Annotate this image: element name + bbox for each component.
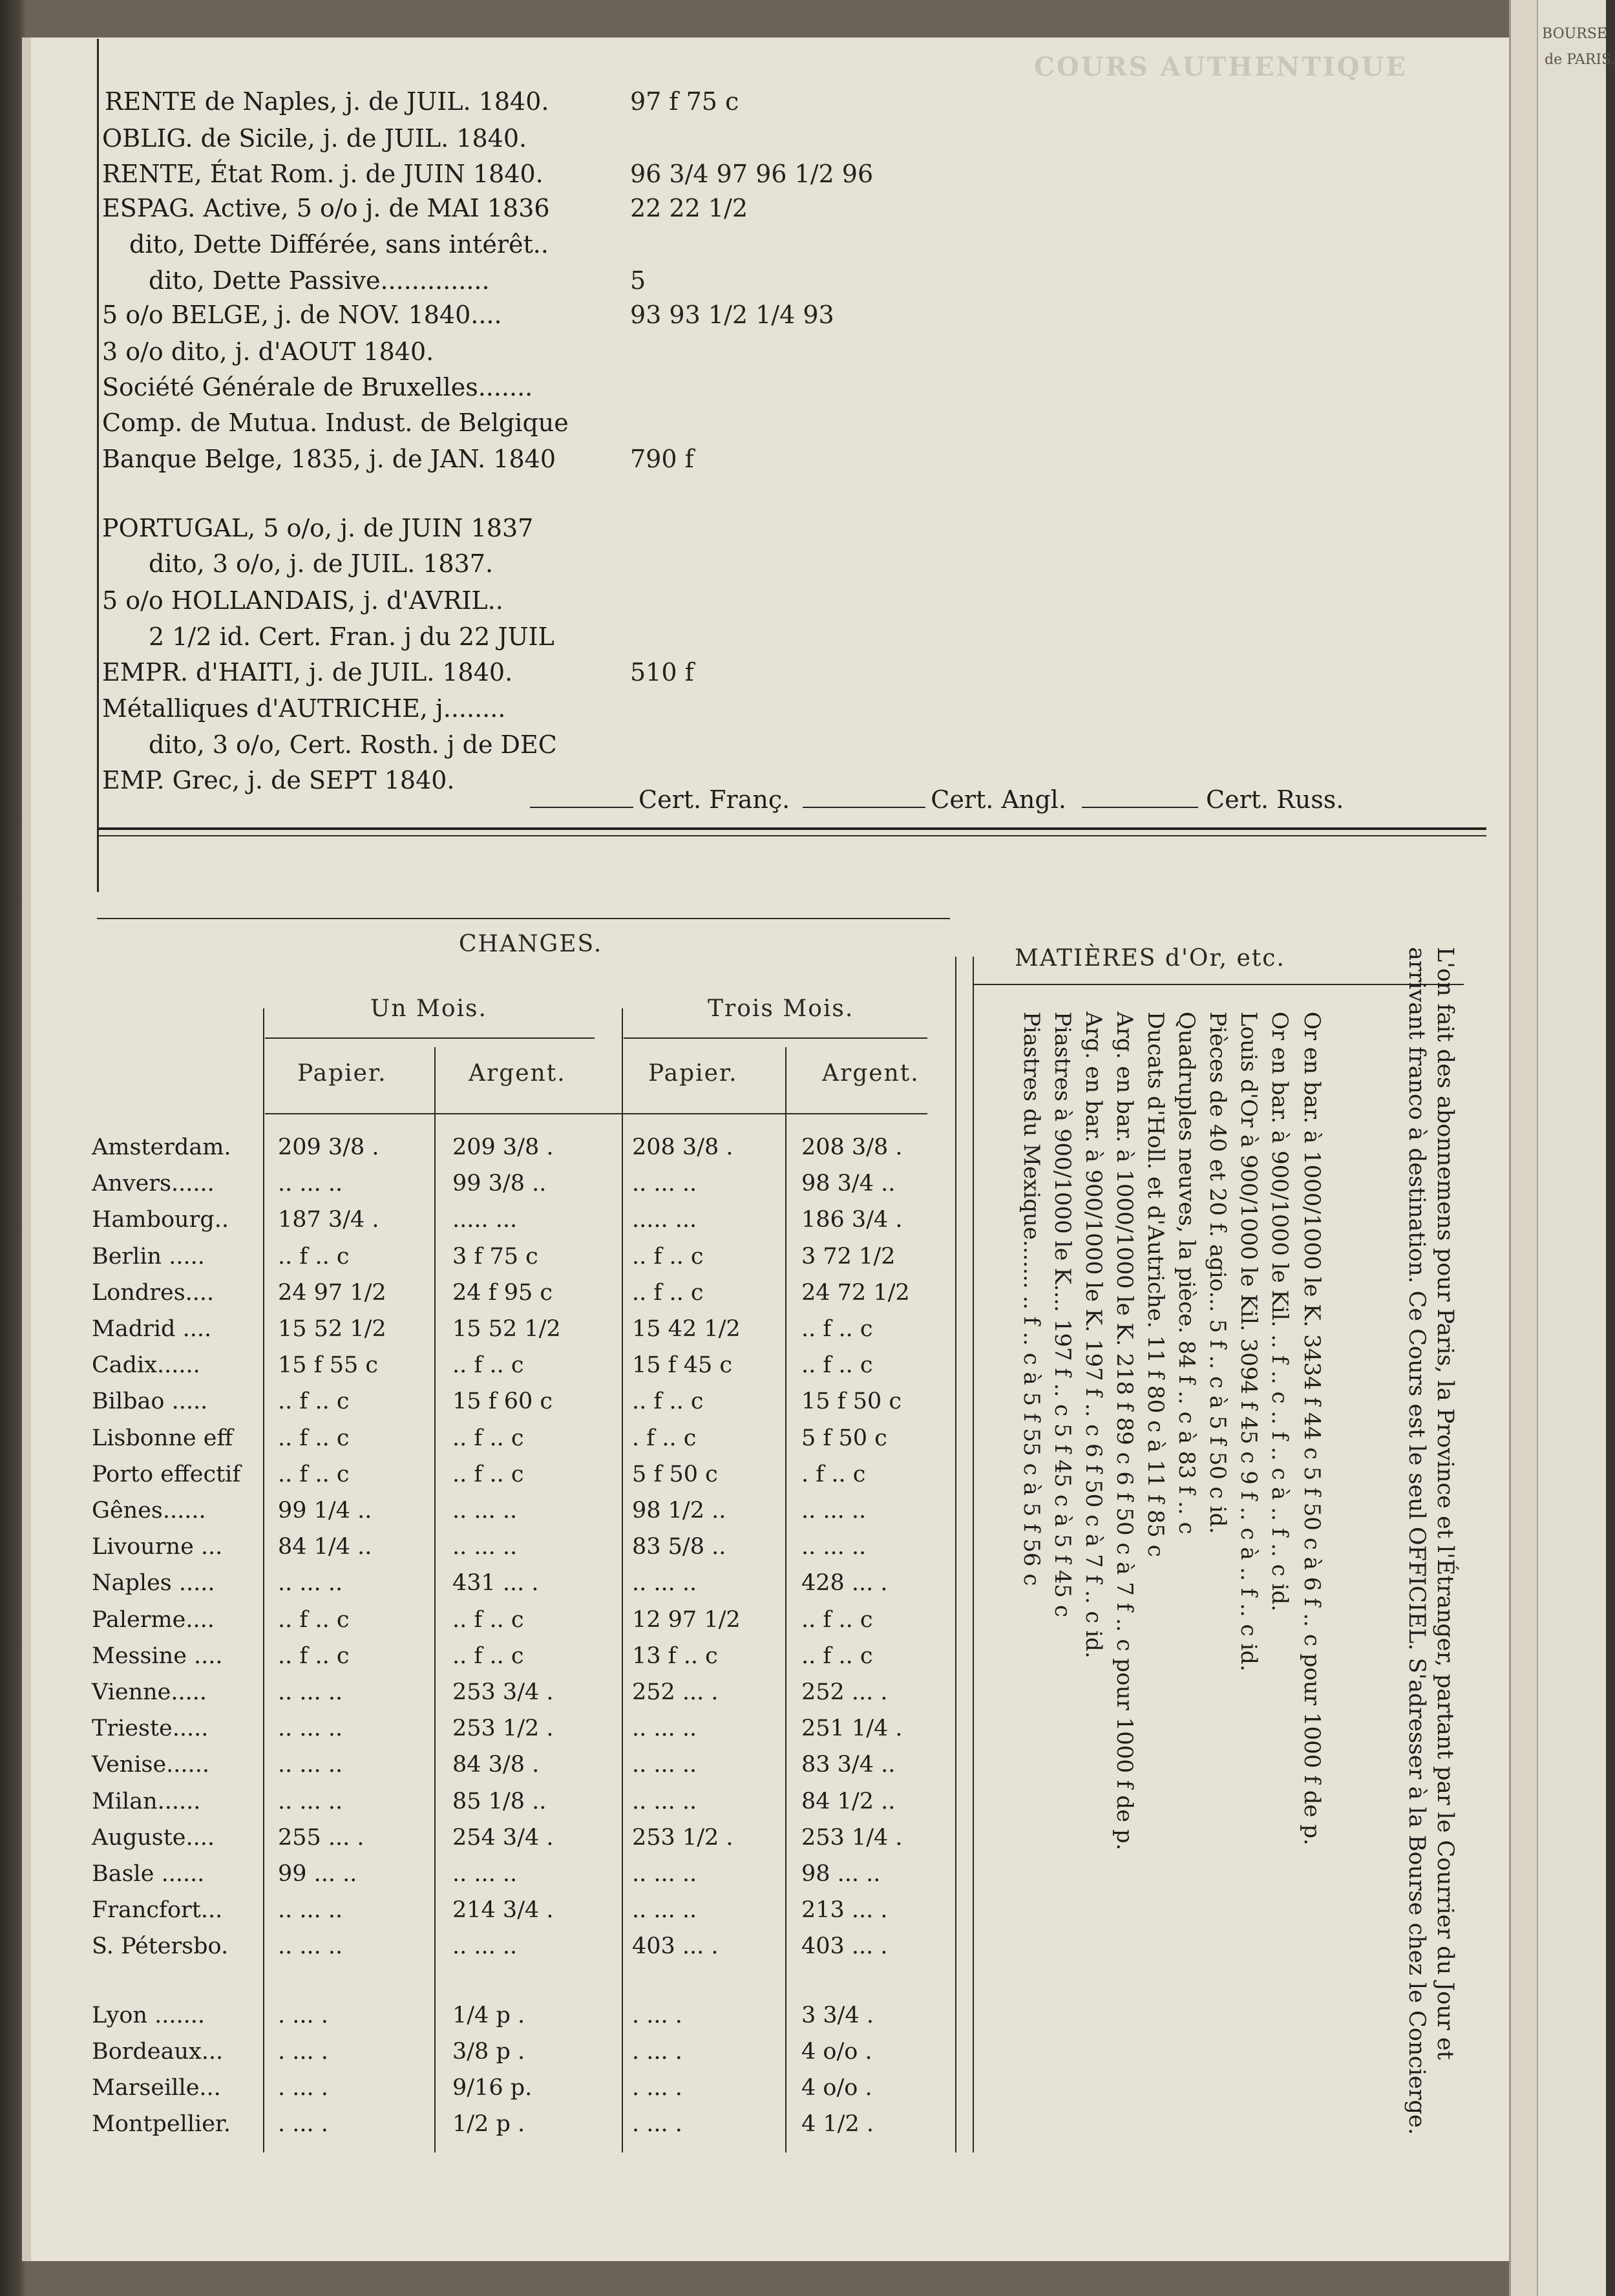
exchange-rate: 15 52 1/2 [278,1316,386,1342]
grec-certs [530,785,1344,814]
exchange-rate: . ... . [278,2075,328,2101]
exchange-rate: 99 1/4 .. [278,1498,372,1524]
rente-value: 510 f [630,658,694,686]
exchange-rate: .. ... .. [278,1752,343,1778]
matiere-line: Quadruples neuves, la pièce. 84 f .. c à 83 f .. c [1174,1012,1199,1535]
rente-label: 2 1/2 id. Cert. Fran. j du 22 JUIL [149,622,554,651]
exchange-rate: 3 72 1/2 [801,1243,896,1270]
column-header-rule [265,1113,927,1114]
exchange-city: Messine .... [92,1642,223,1669]
exchange-city: Bordeaux... [92,2038,224,2065]
exchange-rate: 254 3/4 . [452,1824,554,1851]
strip-header-2: de PARIS. [1545,52,1615,68]
exchange-rate: 84 3/8 . [452,1752,540,1778]
exchange-rate: .. ... .. [801,1534,867,1560]
exchange-rate: .. ... .. [632,1861,697,1887]
exchange-rate: 3 3/4 . [801,2002,874,2028]
exchange-rate: .. ... .. [632,1788,697,1814]
exchange-rate: 5 f 50 c [632,1461,718,1487]
exchange-rate: .. f .. c [632,1243,704,1270]
exchange-rate: .. ... .. [632,1897,697,1924]
rente-label: Banque Belge, 1835, j. de JAN. 1840 [102,445,556,473]
exchange-rate: 253 1/2 . [452,1716,554,1742]
exchange-city: Lisbonne eff [92,1425,233,1451]
exchange-rate: 24 97 1/2 [278,1279,386,1306]
strip-header-1: BOURSE [1542,26,1607,42]
exchange-rate: 4 o/o . [801,2075,872,2101]
exchange-rate: .. ... .. [632,1716,697,1742]
matieres-rule [973,984,1464,985]
cert-franc: Cert. Franç. [639,785,790,814]
matieres-title: MATIÈRES d'Or, etc. [1015,945,1285,972]
exchange-rate: 5 f 50 c [801,1425,887,1451]
exchange-rate: . f .. c [801,1461,866,1487]
exchange-rate: 98 3/4 .. [801,1171,896,1197]
argent-header-1: Argent. [469,1060,566,1087]
exchange-rate: 12 97 1/2 [632,1606,741,1633]
cert-angl: Cert. Angl. [931,785,1066,814]
exchange-rate: .. f .. c [452,1642,524,1669]
un-mois-header: Un Mois. [370,995,487,1022]
exchange-rate: .. ... .. [452,1861,518,1887]
exchange-rate: .. ... .. [801,1498,867,1524]
exchange-rate: .. f .. c [452,1461,524,1487]
exchange-city: Madrid .... [92,1316,212,1342]
section-divider-3 [97,918,950,919]
exchange-city: Palerme.... [92,1606,215,1633]
exchange-rate: . ... . [632,2038,682,2065]
exchange-rate: 24 72 1/2 [801,1279,910,1306]
exchange-rate: 4 o/o . [801,2038,872,2065]
exchange-city: Vienne..... [92,1679,207,1705]
exchange-rate: 403 ... . [801,1933,888,1960]
matiere-line: Louis d'Or à 900/1000 le Kil. 3094 f 45 c 9 f .. c à .. f .. c id. [1236,1012,1261,1672]
rente-label: dito, 3 o/o, Cert. Rosth. j de DEC [149,730,557,759]
exchange-rate: .. f .. c [278,1425,350,1451]
exchange-rate: .. f .. c [632,1388,704,1415]
exchange-rate: . f .. c [632,1425,697,1451]
exchange-rate: .. ... .. [452,1534,518,1560]
rente-label: Métalliques d'AUTRICHE, j........ [102,694,506,723]
exchange-rate: ..... ... [452,1207,518,1233]
exchange-rate: 9/16 p. [452,2075,533,2101]
exchange-rate: .. f .. c [801,1642,873,1669]
exchange-rate: 15 f 55 c [278,1352,379,1379]
col-rule-6 [973,957,974,2152]
exchange-rate: 83 3/4 .. [801,1752,896,1778]
rente-label: RENTE, État Rom. j. de JUIN 1840. [102,160,544,188]
exchange-city: Berlin ..... [92,1243,205,1270]
matiere-line: Pièces de 40 et 20 f. agio... 5 f .. c à 5 f 50 c id. [1205,1012,1230,1535]
exchange-rate: .. f .. c [801,1352,873,1379]
argent-header-2: Argent. [822,1060,920,1087]
exchange-rate: 209 3/8 . [452,1134,554,1160]
exchange-rate: .. ... .. [278,1716,343,1742]
subscription-note: L'on fait des abonnemens pour Paris, la Province et l'Étranger, partant par le Courrier du Jour et arrivant franco à destination. Ce Cours est le seul OFFICIEL. S'adresser à la Bourse chez le Concierge. [1404,947,1458,2135]
exchange-rate: .. f .. c [278,1388,350,1415]
matiere-line: Or en bar. à 1000/1000 le K. 3434 f 44 c 5 f 50 c à 6 f .. c pour 1000 f de p. [1299,1012,1325,1845]
exchange-rate: .. f .. c [801,1606,873,1633]
exchange-rate: 83 5/8 .. [632,1534,726,1560]
exchange-rate: .. f .. c [278,1461,350,1487]
exchange-city: Basle ...... [92,1861,205,1887]
section-divider-2 [97,835,1486,836]
exchange-rate: . ... . [632,2111,682,2138]
rente-label: RENTE de Naples, j. de JUIL. 1840. [105,87,549,116]
exchange-rate: 431 ... . [452,1570,539,1597]
rente-label: PORTUGAL, 5 o/o, j. de JUIN 1837 [102,514,534,542]
exchange-rate: 253 1/4 . [801,1824,903,1851]
rente-label: dito, Dette Passive.............. [149,266,490,295]
rente-value: 22 22 1/2 [630,194,748,222]
section-divider-1 [97,827,1486,830]
exchange-city: Francfort... [92,1897,223,1924]
rente-value: 5 [630,266,646,295]
exchange-rate: 3 f 75 c [452,1243,538,1270]
exchange-city: Cadix...... [92,1352,200,1379]
matiere-line: Arg. en bar. à 900/1000 le K. 197 f .. c 6 f 50 c à 7 f .. c id. [1081,1012,1106,1659]
exchange-rate: .. ... .. [278,1897,343,1924]
exchange-city: Porto effectif [92,1461,241,1487]
exchange-city: Amsterdam. [92,1134,231,1160]
exchange-rate: 3/8 p . [452,2038,525,2065]
exchange-rate: . ... . [632,2075,682,2101]
exchange-rate: .. ... .. [278,1570,343,1597]
exchange-rate: 24 f 95 c [452,1279,553,1306]
exchange-rate: .. ... .. [632,1171,697,1197]
margin-rule [97,39,99,892]
exchange-rate: .. ... .. [452,1933,518,1960]
exchange-city: Livourne ... [92,1534,223,1560]
rente-label: EMPR. d'HAITI, j. de JUIL. 1840. [102,658,513,686]
exchange-rate: 252 ... . [632,1679,719,1705]
exchange-rate: .. f .. c [801,1316,873,1342]
exchange-rate: .. f .. c [632,1279,704,1306]
exchange-rate: 4 1/2 . [801,2111,874,2138]
exchange-city: Anvers...... [92,1171,215,1197]
exchange-rate: .. ... .. [632,1570,697,1597]
exchange-city: Lyon ....... [92,2002,206,2028]
trois-mois-header: Trois Mois. [708,995,854,1022]
exchange-rate: 251 1/4 . [801,1716,903,1742]
exchange-rate: 15 f 60 c [452,1388,553,1415]
exchange-rate: .. f .. c [278,1606,350,1633]
rente-label: ESPAG. Active, 5 o/o j. de MAI 1836 [102,194,550,222]
exchange-rate: 13 f .. c [632,1642,718,1669]
exchange-rate: .. f .. c [452,1606,524,1633]
exchange-rate: 99 3/8 .. [452,1171,547,1197]
show-through-text: COURS AUTHENTIQUE [1034,52,1408,82]
rente-value: 790 f [630,445,694,473]
cert-russ: Cert. Russ. [1206,785,1344,814]
exchange-rate: 98 1/2 .. [632,1498,726,1524]
exchange-rate: 403 ... . [632,1933,719,1960]
changes-title: CHANGES. [459,931,603,957]
rente-value: 96 3/4 97 96 1/2 96 [630,160,874,188]
exchange-rate: 208 3/8 . [632,1134,734,1160]
exchange-rate: .. ... .. [278,1788,343,1814]
exchange-city: Milan...... [92,1788,201,1814]
col-rule-3 [622,1008,623,2152]
rente-label: OBLIG. de Sicile, j. de JUIL. 1840. [102,124,527,153]
exchange-city: Auguste.... [92,1824,215,1851]
exchange-rate: .. f .. c [452,1352,524,1379]
exchange-rate: 214 3/4 . [452,1897,554,1924]
exchange-rate: .. ... .. [278,1171,343,1197]
exchange-rate: 253 1/2 . [632,1824,734,1851]
col-rule-5 [955,957,956,2152]
exchange-rate: 209 3/8 . [278,1134,379,1160]
matiere-line: Piastres du Mexique....... .. f .. c à 5 f 55 c à 5 f 56 c [1019,1012,1044,1586]
exchange-rate: 252 ... . [801,1679,888,1705]
exchange-rate: . ... . [278,2111,328,2138]
exchange-rate: .. ... .. [632,1752,697,1778]
exchange-rate: 187 3/4 . [278,1207,379,1233]
exchange-rate: .. ... .. [278,1933,343,1960]
exchange-city: Gênes...... [92,1498,206,1524]
exchange-rate: .. f .. c [278,1642,350,1669]
rente-label: 3 o/o dito, j. d'AOUT 1840. [102,337,434,366]
exchange-rate: 255 ... . [278,1824,364,1851]
exchange-rate: .. ... .. [452,1498,518,1524]
matiere-line: Or en bar. à 900/1000 le Kil. .. f .. c .. f .. c à .. f .. c id. [1267,1012,1293,1612]
un-mois-rule [265,1037,595,1039]
matiere-line: Piastres à 900/1000 le K.... 197 f .. c 5 f 45 c à 5 f 45 c [1050,1012,1075,1617]
rente-label: Société Générale de Bruxelles....... [102,373,533,401]
exchange-rate: 186 3/4 . [801,1207,903,1233]
rente-label: EMP. Grec, j. de SEPT 1840. [102,766,455,794]
rente-label: 5 o/o HOLLANDAIS, j. d'AVRIL.. [102,586,503,615]
exchange-city: Trieste..... [92,1716,209,1742]
matiere-line: Ducats d'Holl. et d'Autriche. 11 f 80 c à 11 f 85 c [1143,1012,1168,1557]
exchange-rate: 85 1/8 .. [452,1788,547,1814]
exchange-rate: 428 ... . [801,1570,888,1597]
exchange-city: Venise...... [92,1752,209,1778]
exchange-rate: .. f .. c [452,1425,524,1451]
exchange-rate: 15 f 45 c [632,1352,733,1379]
exchange-rate: 208 3/8 . [801,1134,903,1160]
rente-label: 5 o/o BELGE, j. de NOV. 1840.... [102,301,502,329]
exchange-rate: 15 52 1/2 [452,1316,561,1342]
exchange-city: S. Pétersbo. [92,1933,229,1960]
exchange-city: Marseille... [92,2075,221,2101]
exchange-rate: 98 ... .. [801,1861,881,1887]
exchange-rate: 213 ... . [801,1897,888,1924]
exchange-rate: 99 ... .. [278,1861,357,1887]
rente-label: Comp. de Mutua. Indust. de Belgique [102,409,569,437]
rente-value: 97 f 75 c [630,87,739,116]
col-rule-1 [263,1008,264,2152]
rente-value: 93 93 1/2 1/4 93 [630,301,834,329]
exchange-city: Londres.... [92,1279,215,1306]
exchange-rate: 15 f 50 c [801,1388,902,1415]
exchange-rate: 84 1/2 .. [801,1788,896,1814]
trois-mois-rule [624,1037,927,1039]
exchange-city: Naples ..... [92,1570,215,1597]
exchange-rate: . ... . [278,2002,328,2028]
adjacent-page-strip-2 [1537,0,1615,2296]
exchange-city: Bilbao ..... [92,1388,208,1415]
exchange-rate: .. f .. c [278,1243,350,1270]
exchange-rate: 15 42 1/2 [632,1316,741,1342]
exchange-city: Montpellier. [92,2111,231,2138]
rente-label: dito, 3 o/o, j. de JUIL. 1837. [149,549,494,578]
exchange-rate: 84 1/4 .. [278,1534,372,1560]
papier-header-1: Papier. [297,1060,387,1087]
exchange-rate: ..... ... [632,1207,697,1233]
exchange-rate: . ... . [278,2038,328,2065]
exchange-rate: 1/4 p . [452,2002,525,2028]
exchange-city: Hambourg.. [92,1207,229,1233]
exchange-rate: .. ... .. [278,1679,343,1705]
exchange-rate: 253 3/4 . [452,1679,554,1705]
papier-header-2: Papier. [648,1060,738,1087]
col-rule-2 [434,1047,436,2152]
exchange-rate: 1/2 p . [452,2111,525,2138]
matiere-line: Arg. en bar. à 1000/1000 le K. 218 f 89 c 6 f 50 c à 7 f .. c pour 1000 f de p. [1112,1012,1137,1851]
col-rule-4 [785,1047,786,2152]
rente-label: dito, Dette Différée, sans intérêt.. [129,230,549,259]
exchange-rate: . ... . [632,2002,682,2028]
